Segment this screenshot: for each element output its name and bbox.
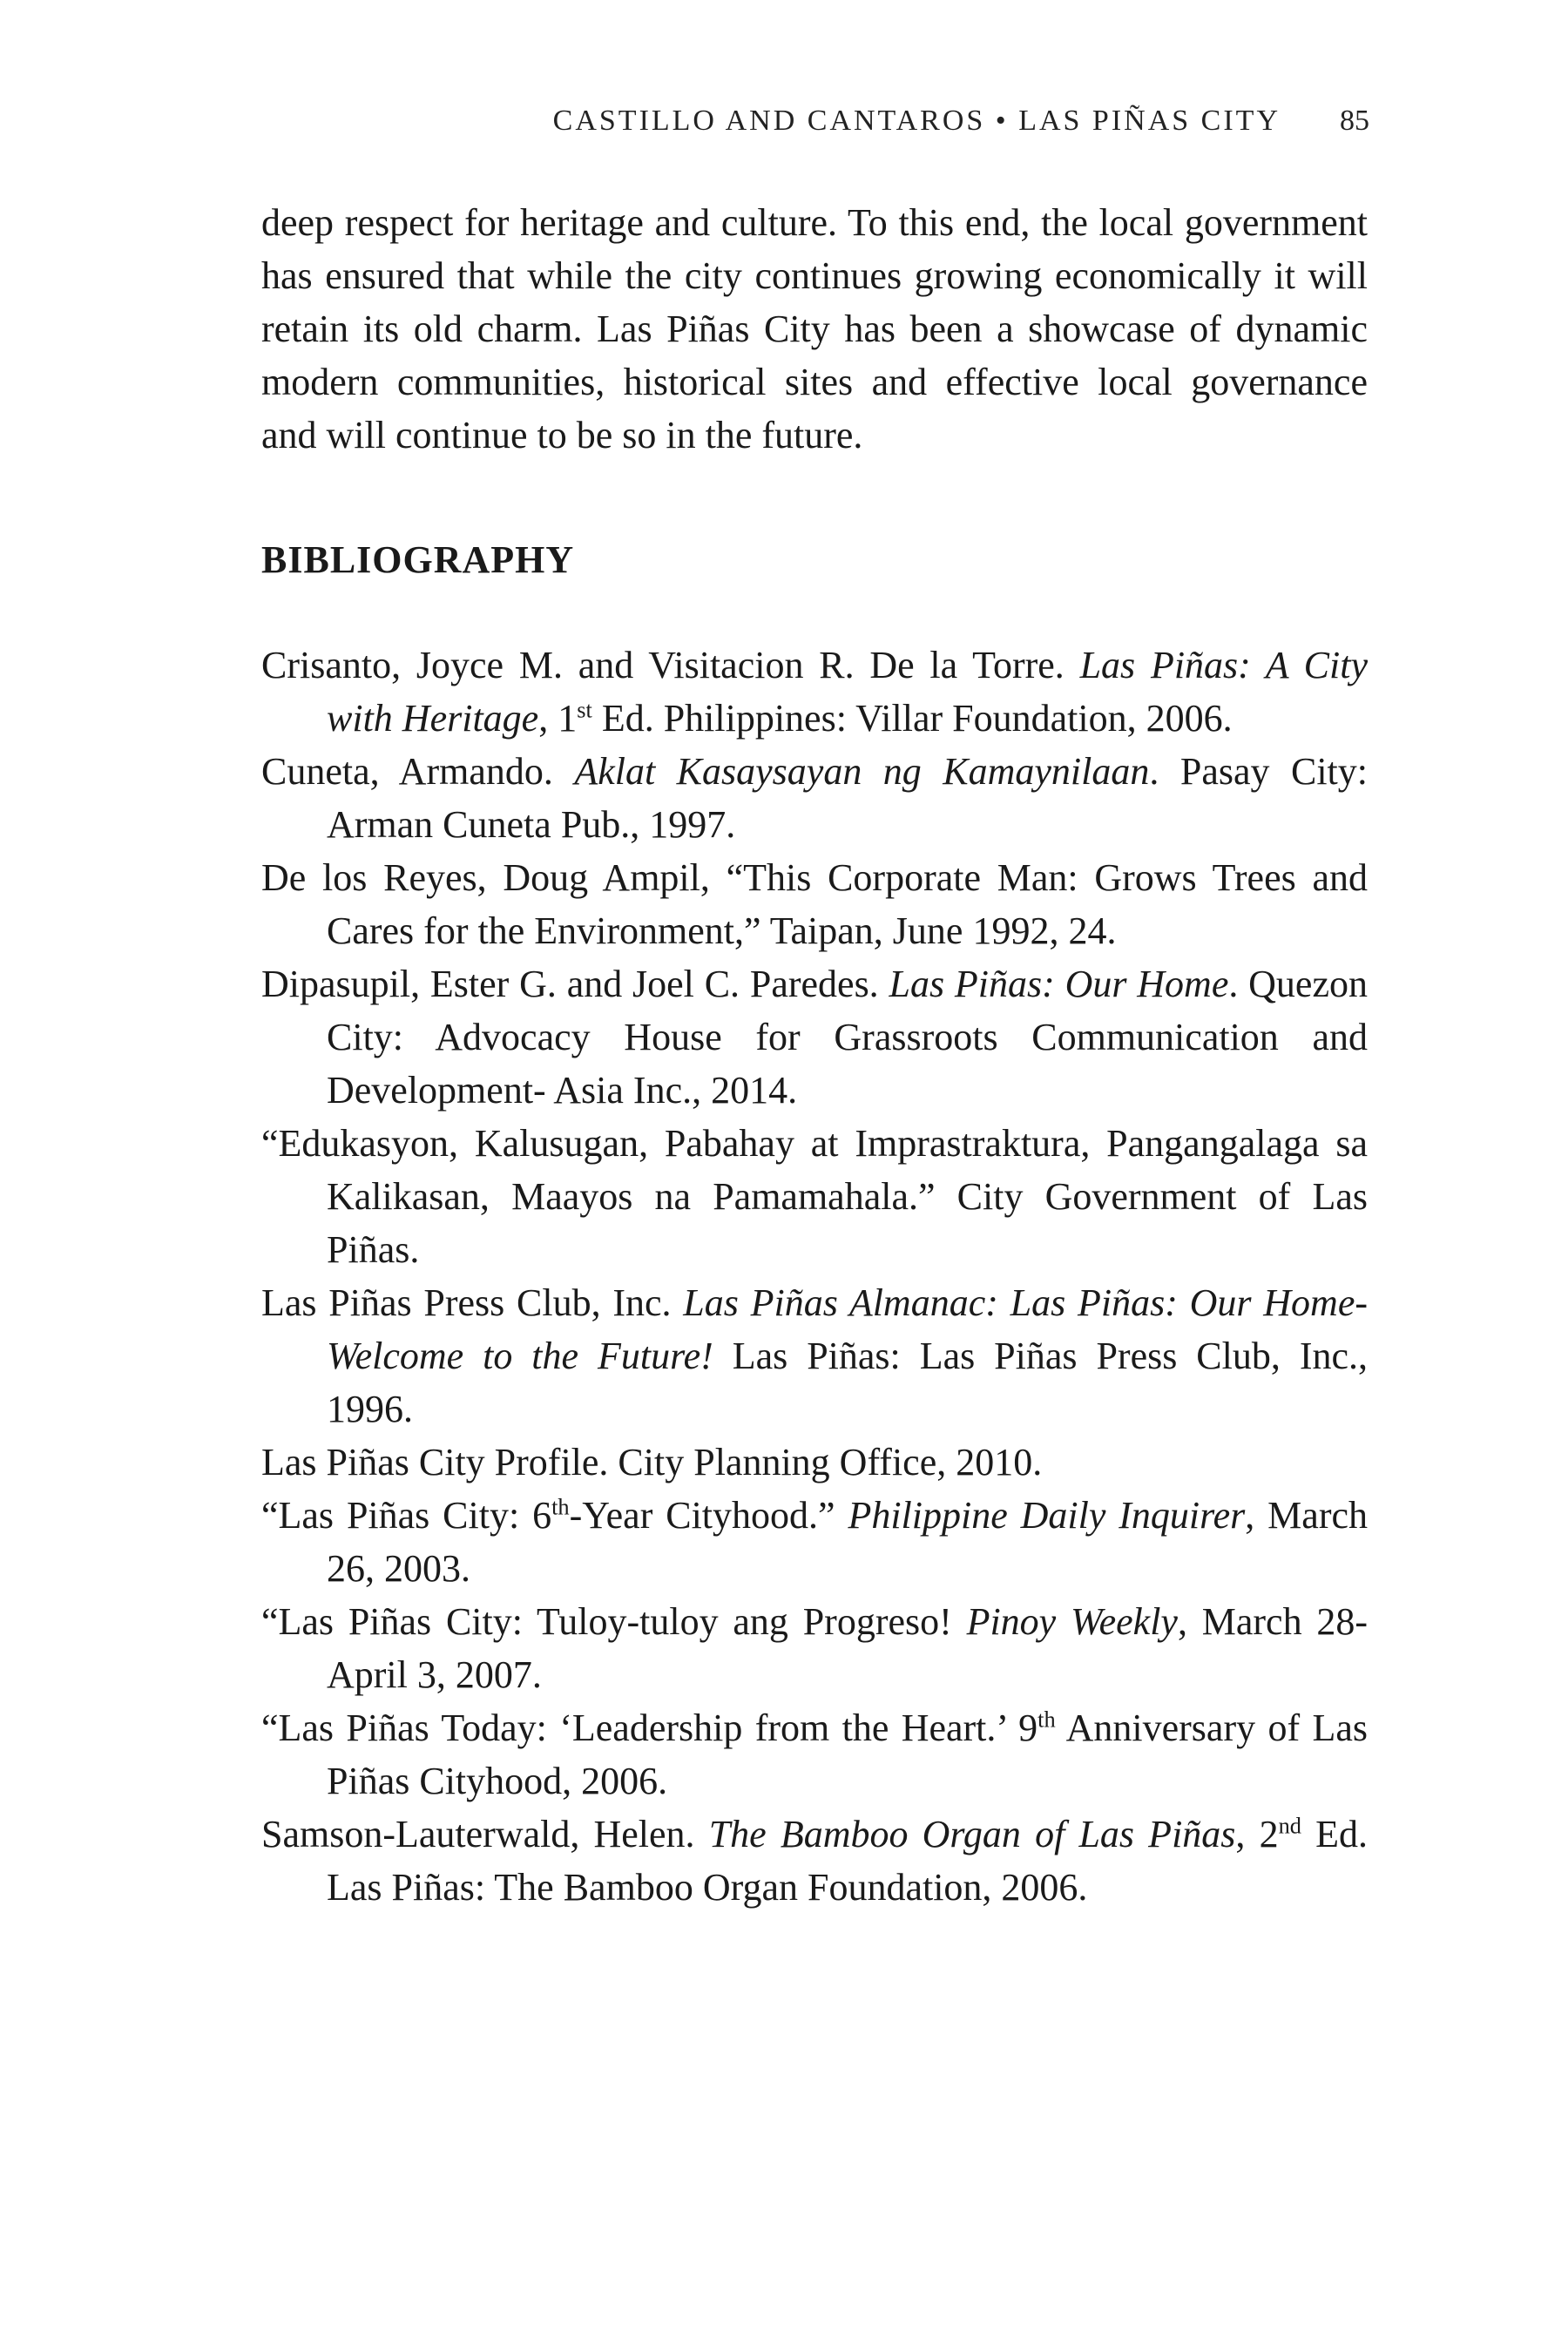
entry-text: Samson-Lauterwald, Helen. — [261, 1813, 709, 1855]
italic-title: Las Piñas Almanac: Las Piñas: Our Home-Welcome to the Future! — [327, 1281, 1368, 1377]
bibliography-entry — [261, 639, 1368, 745]
bibliography-entry — [261, 1595, 1368, 1701]
bibliography-entry — [261, 745, 1368, 851]
entry-text: Las Piñas City Profile. City Planning Office, 2010. — [261, 1441, 1043, 1484]
entry-text: Ed. Las Piñas: The Bamboo Organ Foundation, 2006. — [327, 1813, 1368, 1909]
italic-title: Aklat Kasaysayan ng Kamaynilaan — [574, 750, 1150, 793]
bibliography-entry — [261, 851, 1368, 957]
entry-text: Dipasupil, Ester G. and Joel C. Paredes. — [261, 963, 889, 1005]
superscript: st — [577, 696, 592, 723]
entry-text: “Las Piñas Today: ‘Leadership from the Heart.’ 9 — [261, 1707, 1038, 1749]
entry-text: Ed. Philippines: Villar Foundation, 2006. — [591, 697, 1233, 740]
italic-title: Las Piñas: Our Home — [889, 963, 1229, 1005]
italic-title: Las Piñas: A City with Heritage — [327, 644, 1368, 740]
page-number: 85 — [1340, 105, 1369, 137]
entry-text: , March 28-April 3, 2007. — [327, 1600, 1368, 1696]
entry-text: Anniversary of Las Piñas Cityhood, 2006. — [327, 1707, 1368, 1802]
entry-text: -Year Cityhood.” — [569, 1494, 848, 1537]
entry-text: , 1 — [538, 697, 578, 740]
bibliography-entry — [261, 1489, 1368, 1595]
bibliography-entry — [261, 1276, 1368, 1436]
superscript: th — [1037, 1706, 1056, 1733]
bibliography-entry — [261, 957, 1368, 1117]
entry-text: Las Piñas: Las Piñas Press Club, Inc., 1996. — [327, 1335, 1368, 1430]
entry-text: “Edukasyon, Kalusugan, Pabahay at Imprastraktura, Pangangalaga sa Kalikasan, Maayos na Pamamahala.” City Government of Las Piñas. — [261, 1122, 1368, 1271]
entry-text: Las Piñas Press Club, Inc. — [261, 1281, 684, 1324]
entry-text: “Las Piñas City: Tuloy-tuloy ang Progreso! — [261, 1600, 967, 1643]
running-title: CASTILLO AND CANTAROS • LAS PIÑAS CITY — [552, 105, 1281, 137]
entry-text: . Quezon City: Advocacy House for Grassroots Communication and Development- Asia Inc., 2014. — [327, 963, 1368, 1112]
page-content — [261, 196, 1368, 1914]
entry-text: Cuneta, Armando. — [261, 750, 575, 793]
superscript: nd — [1278, 1812, 1301, 1839]
entry-text: , 2 — [1235, 1813, 1279, 1855]
italic-title: Pinoy Weekly — [966, 1600, 1178, 1643]
bibliography-entry — [261, 1808, 1368, 1914]
italic-title: Philippine Daily Inquirer — [848, 1494, 1246, 1537]
bibliography-entry — [261, 1436, 1368, 1489]
entry-text: De los Reyes, Doug Ampil, “This Corporate Man: Grows Trees and Cares for the Environment,” Taipan, June 1992, 24. — [261, 856, 1368, 952]
entry-text: “Las Piñas City: 6 — [261, 1494, 552, 1537]
running-head — [553, 105, 1281, 138]
superscript: th — [551, 1493, 570, 1520]
italic-title: The Bamboo Organ of Las Piñas — [708, 1813, 1236, 1855]
bibliography-entry — [261, 1117, 1368, 1276]
bibliography-heading: BIBLIOGRAPHY — [261, 538, 575, 581]
body-paragraph: deep respect for heritage and culture. To this end, the local government has ensured that while the city continues growing economically it will retain its old charm. Las Piñas City has been a showcase of dynamic modern communities, historical sites and effective local governance and will continue to be so in the future. — [261, 201, 1368, 456]
entry-text: . Pasay City: Arman Cuneta Pub., 1997. — [327, 750, 1368, 846]
entry-text: , March 26, 2003. — [327, 1494, 1368, 1590]
entry-text: Crisanto, Joyce M. and Visitacion R. De la Torre. — [261, 644, 1080, 686]
bibliography-list — [261, 639, 1368, 1914]
bibliography-entry — [261, 1701, 1368, 1808]
